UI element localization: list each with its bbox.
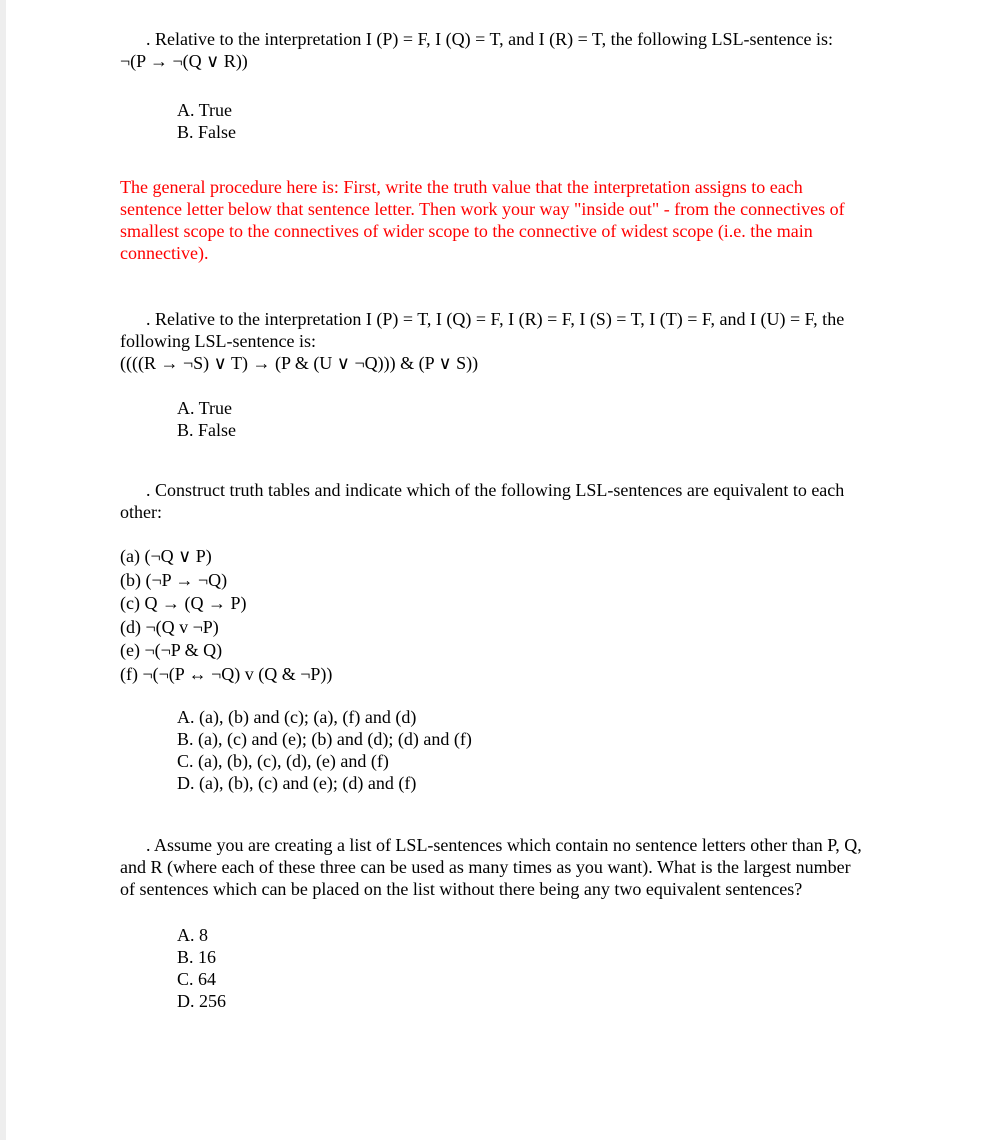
question-1-options <box>120 99 880 143</box>
option-b[interactable]: B. False <box>177 122 237 142</box>
sentence-c: (c) Q → (Q → P) <box>120 593 247 613</box>
sentence-a: (a) (¬Q ∨ P) <box>120 546 212 566</box>
option-a[interactable]: A. True <box>177 100 233 120</box>
question-1-formula: ¬(P → ¬(Q ∨ R)) <box>120 51 248 71</box>
sentence-b: (b) (¬P → ¬Q) <box>120 569 228 590</box>
question-3 <box>120 479 880 794</box>
option-b[interactable]: B. 16 <box>177 947 217 967</box>
question-1 <box>120 28 880 143</box>
option-d[interactable]: D. 256 <box>177 991 226 1011</box>
sentence-e: (e) ¬(¬P & Q) <box>120 640 223 660</box>
question-3-sentences <box>120 545 880 686</box>
sentence-f: (f) ¬(¬(P ↔ ¬Q) v (Q & ¬P)) <box>120 663 333 684</box>
question-2-formula: ((((R → ¬S) ∨ T) → (P & (U ∨ ¬Q))) & (P ∨ S)) <box>120 353 479 373</box>
question-4 <box>120 834 870 1012</box>
sentence-d: (d) ¬(Q v ¬P) <box>120 616 219 637</box>
procedure-note: The general procedure here is: First, write the truth value that the interpretation assigns to each sentence letter below that sentence letter. Then work your way "inside out" - from the connectives of smallest scope to the connectives of wider scope to the connective of widest scope (i.e. the main connective). <box>120 177 845 263</box>
option-d[interactable]: D. (a), (b), (c) and (e); (d) and (f) <box>177 773 417 793</box>
question-1-text: . Relative to the interpretation I (P) = F, I (Q) = T, and I (R) = T, the following LSL-sentence is: <box>146 29 834 49</box>
option-b[interactable]: B. False <box>177 420 237 440</box>
question-4-options <box>120 924 870 1012</box>
question-3-options <box>120 706 880 794</box>
option-c[interactable]: C. 64 <box>177 969 217 989</box>
option-c[interactable]: C. (a), (b), (c), (d), (e) and (f) <box>177 751 389 771</box>
option-a[interactable]: A. True <box>177 398 233 418</box>
page-margin-strip <box>0 0 6 1140</box>
question-3-text: . Construct truth tables and indicate which of the following LSL-sentences are equivalent to each other: <box>120 480 845 522</box>
option-a[interactable]: A. (a), (b) and (c); (a), (f) and (d) <box>177 707 417 727</box>
question-2-options <box>120 397 880 441</box>
option-a[interactable]: A. 8 <box>177 925 208 945</box>
question-4-text: . Assume you are creating a list of LSL-sentences which contain no sentence letters other than P, Q, and R (where each of these three can be used as many times as you want). What is the largest number of sentences which can be placed on the list without there being any two equivalent sentences? <box>120 835 862 899</box>
question-2 <box>120 308 880 441</box>
question-2-text: . Relative to the interpretation I (P) = T, I (Q) = F, I (R) = F, I (S) = T, I (T) = F, and I (U) = F, the following LSL-sentence is: <box>120 309 845 351</box>
option-b[interactable]: B. (a), (c) and (e); (b) and (d); (d) and (f) <box>177 729 472 749</box>
